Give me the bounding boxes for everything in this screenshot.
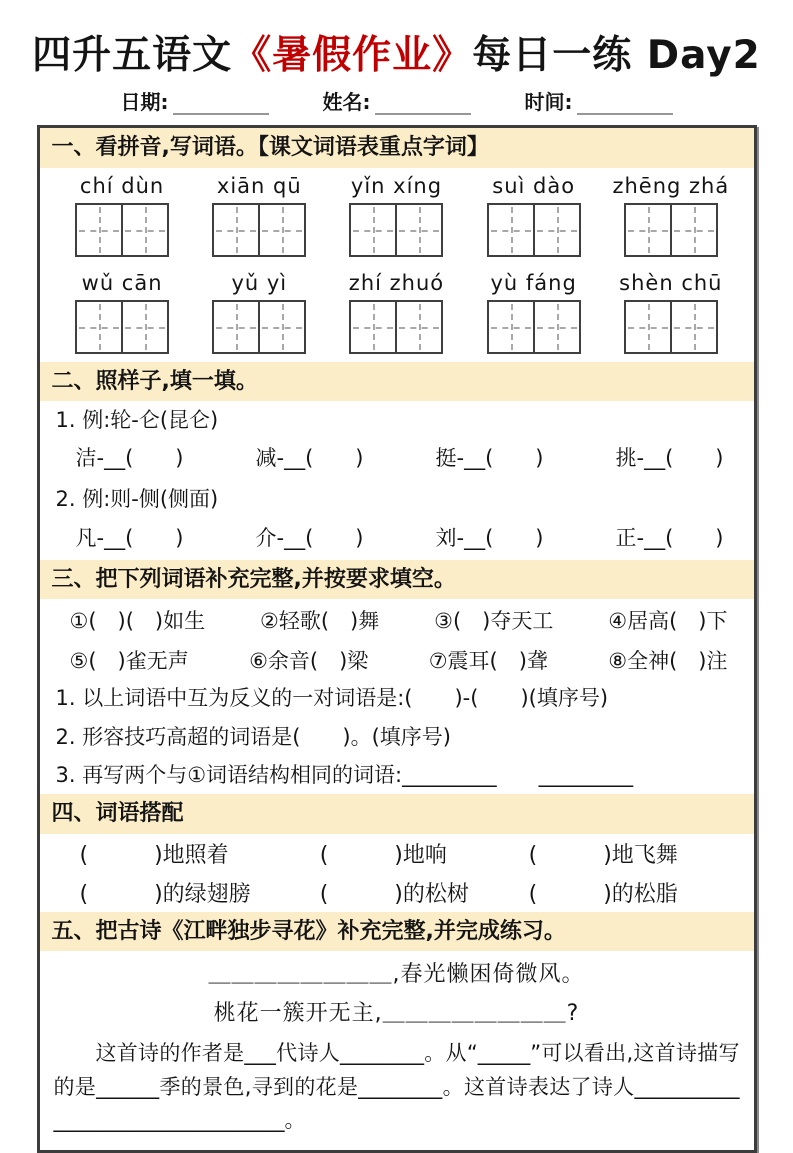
- pinyin-label: chí dùn: [79, 173, 165, 198]
- example-2-label: 2. 例:则-侧(侧面): [55, 487, 219, 512]
- pinyin-item: [63, 174, 181, 257]
- date-label: 日期:: [120, 90, 169, 114]
- fill-item: 挺-__( ): [435, 446, 544, 471]
- pinyin-item: [63, 271, 181, 354]
- writing-box: [487, 300, 581, 354]
- pinyin-item: [337, 174, 455, 257]
- idiom-row-2: [40, 639, 754, 679]
- match-item: ( )的松树: [319, 881, 469, 907]
- fill-item: 凡-__( ): [75, 525, 184, 550]
- match-item: ( )的绿翅膀: [79, 881, 251, 907]
- match-item: ( )地响: [319, 842, 447, 868]
- idiom-item: ⑥余音( )梁: [249, 649, 369, 674]
- pinyin-label: yǐn xíng: [350, 173, 443, 198]
- date-blank: [173, 97, 269, 115]
- pinyin-item: [200, 271, 318, 354]
- pinyin-row-2: [40, 265, 754, 362]
- pinyin-label: suì dào: [492, 173, 576, 198]
- writing-box: [624, 300, 718, 354]
- writing-box: [349, 300, 443, 354]
- question-1: 1. 以上词语中互为反义的一对词语是:( )-( )(填序号): [55, 686, 609, 711]
- section1-header: 一、看拼音,写词语。【课文词语表重点字词】: [40, 128, 754, 168]
- idiom-item: ②轻歌( )舞: [260, 609, 380, 634]
- idiom-item: ③( )夺天工: [434, 609, 554, 634]
- idiom-item: ⑦震耳( )聋: [428, 649, 548, 674]
- name-field: [323, 86, 471, 115]
- worksheet-page: [0, 24, 793, 1153]
- title-prefix: 四升五语文: [32, 33, 233, 78]
- idiom-item: ⑧全神( )注: [608, 649, 728, 674]
- pinyin-item: [200, 174, 318, 257]
- fill-item: 洁-__( ): [75, 446, 184, 471]
- pinyin-item: [475, 271, 593, 354]
- name-blank: [375, 97, 471, 115]
- writing-box: [349, 203, 443, 257]
- pinyin-label: zhēng zhá: [612, 173, 730, 198]
- pinyin-label: yù fáng: [490, 270, 577, 295]
- fill-row-1: [40, 439, 754, 480]
- idiom-item: ①( )( )如生: [69, 609, 206, 634]
- pinyin-label: xiān qū: [216, 173, 302, 198]
- date-field: [121, 86, 269, 115]
- fill-item: 正-__( ): [615, 525, 724, 550]
- section2-header: 二、照样子,填一填。: [40, 362, 754, 402]
- section3-header: 三、把下列词语补充完整,并按要求填空。: [40, 560, 754, 600]
- writing-box: [487, 203, 581, 257]
- time-label: 时间:: [524, 90, 573, 114]
- pinyin-label: yǔ yì: [231, 270, 288, 295]
- match-item: ( )地飞舞: [528, 842, 678, 868]
- idiom-row-1: [40, 599, 754, 639]
- name-label: 姓名:: [322, 90, 371, 114]
- pinyin-label: zhí zhuó: [348, 270, 445, 295]
- section4-header: 四、词语搭配: [40, 794, 754, 834]
- time-field: [525, 86, 673, 115]
- match-item: ( )的松脂: [528, 881, 678, 907]
- fill-row-2: [40, 519, 754, 560]
- match-row-1: [40, 834, 754, 873]
- poem-line-1: ＿＿＿＿＿＿＿＿,春光懒困倚微风。: [208, 962, 585, 988]
- title-suffix: 每日一练 Day2: [472, 33, 761, 78]
- time-blank: [577, 97, 673, 115]
- pinyin-item: [337, 271, 455, 354]
- fill-item: 减-__( ): [255, 446, 364, 471]
- pinyin-item: [612, 271, 730, 354]
- worksheet-box: [37, 125, 757, 1153]
- fill-item: 挑-__( ): [615, 446, 724, 471]
- fill-item: 介-__( ): [255, 525, 364, 550]
- match-item: ( )地照着: [79, 842, 229, 868]
- section5-header: 五、把古诗《江畔独步寻花》补充完整,并完成练习。: [40, 912, 754, 952]
- pinyin-label: shèn chū: [619, 270, 723, 295]
- writing-box: [624, 203, 718, 257]
- question-3: 3. 再写两个与①词语结构相同的词语:_________ _________: [55, 762, 634, 787]
- writing-box: [75, 203, 169, 257]
- question-2: 2. 形容技巧高超的词语是( )。(填序号): [55, 724, 451, 749]
- page-title: [0, 24, 793, 80]
- example-1-label: 1. 例:轮-仑(昆仑): [55, 408, 219, 432]
- fill-item: 刘-__( ): [435, 525, 544, 550]
- title-highlight: 《暑假作业》: [232, 33, 473, 78]
- poem-questions-paragraph: 这首诗的作者是___代诗人________。从“_____”可以看出,这首诗描写的是______季的景色,寻到的花是________。这首诗表达了诗人________________________________。: [53, 1041, 740, 1133]
- idiom-item: ④居高( )下: [608, 609, 728, 634]
- match-row-2: [40, 873, 754, 912]
- pinyin-row-1: [40, 168, 754, 265]
- pinyin-label: wǔ cān: [81, 270, 163, 295]
- pinyin-item: [612, 174, 730, 257]
- writing-box: [75, 300, 169, 354]
- idiom-item: ⑤( )雀无声: [69, 649, 189, 674]
- writing-box: [212, 203, 306, 257]
- info-line: [0, 86, 793, 115]
- pinyin-item: [475, 174, 593, 257]
- writing-box: [212, 300, 306, 354]
- poem-line-2: 桃花一簇开无主,＿＿＿＿＿＿＿＿?: [213, 1001, 580, 1027]
